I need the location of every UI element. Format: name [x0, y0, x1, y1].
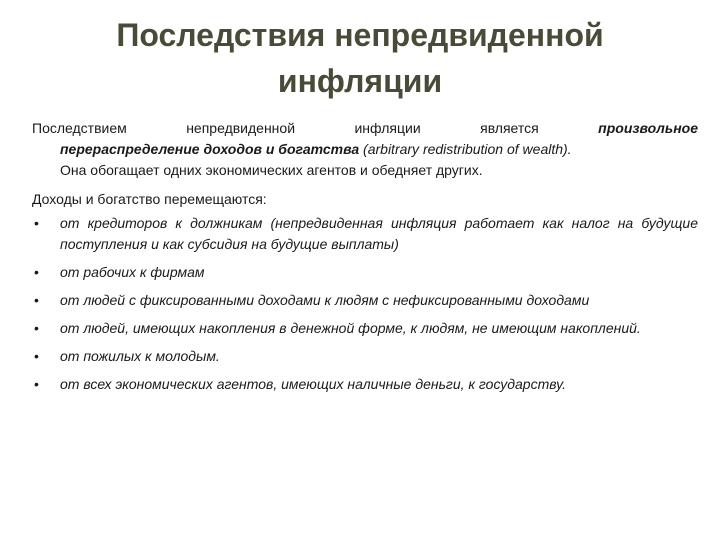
bullet-icon: • — [34, 215, 39, 231]
bullet-item — [32, 290, 698, 311]
intro-english-term: (arbitrary redistribution of wealth). — [359, 141, 572, 157]
bullet-icon: • — [34, 348, 39, 364]
bullet-item — [32, 374, 698, 395]
bullet-icon: • — [34, 292, 39, 308]
intro-word-2: непредвиденной — [186, 120, 296, 136]
bullet-list — [32, 213, 698, 395]
bullet-item — [32, 213, 698, 255]
title-line-2: инфляции — [277, 63, 443, 99]
intro-line-1 — [32, 118, 698, 139]
bullet-item — [32, 346, 698, 367]
bullet-icon: • — [34, 320, 39, 336]
intro-word-3: инфляции — [354, 120, 421, 136]
intro-word-1: Последствием — [32, 120, 127, 136]
bullet-text: от всех экономических агентов, имеющих наличные деньги, к государству. — [60, 376, 567, 392]
intro-paragraph — [32, 118, 698, 181]
bullet-text: от кредиторов к должникам (непредвиденная инфляция работает как налог на будущие поступления и как субсидия на будущие выплаты) — [60, 215, 698, 252]
bullet-text: от людей, имеющих накопления в денежной форме, к людям, не имеющим накоплений. — [60, 320, 641, 336]
bullet-text: от рабочих к фирмам — [60, 264, 205, 280]
intro-word-4: является — [480, 120, 539, 136]
bullet-icon: • — [34, 264, 39, 280]
bullet-text: от пожилых к молодым. — [60, 348, 220, 364]
intro-emphasis-2: перераспределение доходов и богатства — [60, 141, 360, 157]
slide-content — [32, 118, 698, 402]
intro-emphasis-1: произвольное — [598, 120, 698, 136]
title-line-1: Последствия непредвиденной — [116, 17, 604, 53]
bullet-text: от людей с фиксированными доходами к людям с нефиксированными доходами — [60, 292, 590, 308]
intro-line-3: Она обогащает одних экономических агентов и обедняет других. — [60, 162, 483, 178]
bullet-item — [32, 262, 698, 283]
bullet-icon: • — [34, 376, 39, 392]
intro-line-2 — [32, 139, 698, 160]
section-heading: Доходы и богатство перемещаются: — [32, 191, 267, 207]
bullet-item — [32, 318, 698, 339]
slide-title — [40, 12, 680, 104]
